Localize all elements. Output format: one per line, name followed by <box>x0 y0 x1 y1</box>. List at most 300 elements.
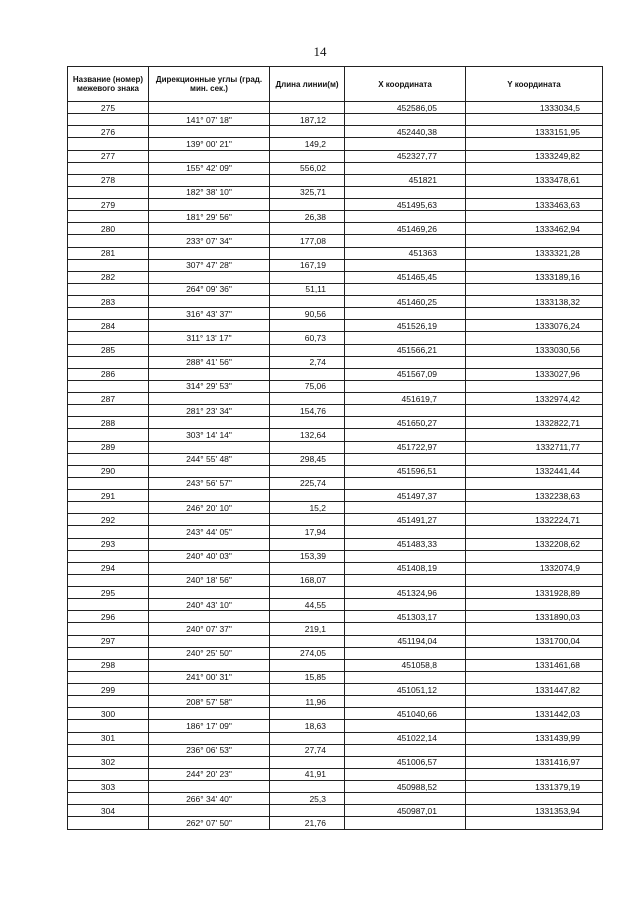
empty-cell <box>68 235 149 247</box>
empty-cell <box>68 817 149 829</box>
line-length: 26,38 <box>270 211 345 223</box>
y-coordinate: 1331700,04 <box>466 635 603 647</box>
direction-angle: 240° 40' 03" <box>149 550 270 562</box>
empty-cell <box>345 720 466 732</box>
empty-cell <box>149 320 270 332</box>
point-name: 294 <box>68 562 149 574</box>
empty-cell <box>68 502 149 514</box>
table-row-point <box>68 684 603 696</box>
empty-cell <box>270 684 345 696</box>
table-row-segment <box>68 623 603 635</box>
x-coordinate: 451022,14 <box>345 732 466 744</box>
empty-cell <box>68 550 149 562</box>
empty-cell <box>466 647 603 659</box>
point-name: 281 <box>68 247 149 259</box>
point-name: 302 <box>68 756 149 768</box>
table-row-point <box>68 441 603 453</box>
table-row-segment <box>68 550 603 562</box>
empty-cell <box>466 259 603 271</box>
empty-cell <box>345 696 466 708</box>
empty-cell <box>345 599 466 611</box>
empty-cell <box>466 477 603 489</box>
column-header-x: X координата <box>345 67 466 102</box>
empty-cell <box>149 199 270 211</box>
direction-angle: 186° 17' 09" <box>149 720 270 732</box>
empty-cell <box>466 744 603 756</box>
y-coordinate: 1331353,94 <box>466 805 603 817</box>
empty-cell <box>149 441 270 453</box>
empty-cell <box>466 793 603 805</box>
empty-cell <box>149 150 270 162</box>
direction-angle: 288° 41' 56" <box>149 356 270 368</box>
y-coordinate: 1331461,68 <box>466 659 603 671</box>
empty-cell <box>270 296 345 308</box>
empty-cell <box>270 247 345 259</box>
point-name: 290 <box>68 465 149 477</box>
direction-angle: 236° 06' 53" <box>149 744 270 756</box>
empty-cell <box>149 684 270 696</box>
y-coordinate: 1332074,9 <box>466 562 603 574</box>
y-coordinate: 1331416,97 <box>466 756 603 768</box>
point-name: 289 <box>68 441 149 453</box>
y-coordinate: 1332238,63 <box>466 490 603 502</box>
empty-cell <box>149 587 270 599</box>
x-coordinate: 450988,52 <box>345 781 466 793</box>
empty-cell <box>68 356 149 368</box>
x-coordinate: 451483,33 <box>345 538 466 550</box>
direction-angle: 266° 34' 40" <box>149 793 270 805</box>
direction-angle: 240° 07' 37" <box>149 623 270 635</box>
x-coordinate: 451722,97 <box>345 441 466 453</box>
empty-cell <box>270 320 345 332</box>
empty-cell <box>68 332 149 344</box>
point-name: 293 <box>68 538 149 550</box>
table-body <box>68 102 603 830</box>
empty-cell <box>270 174 345 186</box>
empty-cell <box>466 114 603 126</box>
empty-cell <box>68 429 149 441</box>
empty-cell <box>345 380 466 392</box>
table-row-point <box>68 708 603 720</box>
empty-cell <box>466 574 603 586</box>
direction-angle: 181° 29' 56" <box>149 211 270 223</box>
line-length: 132,64 <box>270 429 345 441</box>
empty-cell <box>149 174 270 186</box>
table-row-point <box>68 296 603 308</box>
point-name: 296 <box>68 611 149 623</box>
table-row-point <box>68 174 603 186</box>
direction-angle: 303° 14' 14" <box>149 429 270 441</box>
table-row-point <box>68 126 603 138</box>
empty-cell <box>345 550 466 562</box>
empty-cell <box>149 126 270 138</box>
empty-cell <box>270 417 345 429</box>
empty-cell <box>345 405 466 417</box>
x-coordinate: 451650,27 <box>345 417 466 429</box>
empty-cell <box>270 368 345 380</box>
empty-cell <box>149 368 270 380</box>
empty-cell <box>149 393 270 405</box>
empty-cell <box>270 538 345 550</box>
point-name: 282 <box>68 271 149 283</box>
table-row-segment <box>68 526 603 538</box>
empty-cell <box>149 296 270 308</box>
table-row-segment <box>68 453 603 465</box>
table-row-segment <box>68 332 603 344</box>
empty-cell <box>345 623 466 635</box>
line-length: 17,94 <box>270 526 345 538</box>
x-coordinate: 451363 <box>345 247 466 259</box>
empty-cell <box>270 756 345 768</box>
y-coordinate: 1333249,82 <box>466 150 603 162</box>
empty-cell <box>270 562 345 574</box>
point-name: 288 <box>68 417 149 429</box>
direction-angle: 240° 43' 10" <box>149 599 270 611</box>
empty-cell <box>68 768 149 780</box>
table-row-segment <box>68 696 603 708</box>
table-row-point <box>68 635 603 647</box>
y-coordinate: 1331379,19 <box>466 781 603 793</box>
empty-cell <box>466 235 603 247</box>
empty-cell <box>345 793 466 805</box>
empty-cell <box>345 211 466 223</box>
empty-cell <box>68 453 149 465</box>
table-row-segment <box>68 356 603 368</box>
direction-angle: 182° 38' 10" <box>149 186 270 198</box>
empty-cell <box>270 635 345 647</box>
direction-angle: 244° 55' 48" <box>149 453 270 465</box>
direction-angle: 139° 00' 21" <box>149 138 270 150</box>
y-coordinate: 1332441,44 <box>466 465 603 477</box>
empty-cell <box>345 259 466 271</box>
boundary-points-table <box>67 66 603 830</box>
empty-cell <box>466 671 603 683</box>
line-length: 90,56 <box>270 308 345 320</box>
table-row-segment <box>68 114 603 126</box>
table-row-segment <box>68 793 603 805</box>
empty-cell <box>466 768 603 780</box>
direction-angle: 241° 00' 31" <box>149 671 270 683</box>
line-length: 274,05 <box>270 647 345 659</box>
x-coordinate: 451596,51 <box>345 465 466 477</box>
empty-cell <box>270 708 345 720</box>
empty-cell <box>149 635 270 647</box>
empty-cell <box>149 271 270 283</box>
empty-cell <box>68 380 149 392</box>
empty-cell <box>345 574 466 586</box>
table-row-point <box>68 271 603 283</box>
empty-cell <box>466 696 603 708</box>
point-name: 291 <box>68 490 149 502</box>
table-row-segment <box>68 283 603 295</box>
point-name: 292 <box>68 514 149 526</box>
y-coordinate: 1333189,16 <box>466 271 603 283</box>
table-row-segment <box>68 162 603 174</box>
y-coordinate: 1333027,96 <box>466 368 603 380</box>
empty-cell <box>345 526 466 538</box>
empty-cell <box>345 817 466 829</box>
x-coordinate: 451526,19 <box>345 320 466 332</box>
y-coordinate: 1332822,71 <box>466 417 603 429</box>
point-name: 304 <box>68 805 149 817</box>
empty-cell <box>270 732 345 744</box>
empty-cell <box>345 186 466 198</box>
y-coordinate: 1331439,99 <box>466 732 603 744</box>
empty-cell <box>149 465 270 477</box>
direction-angle: 243° 56' 57" <box>149 477 270 489</box>
column-header-angle: Дирекционные углы (град. мин. сек.) <box>149 67 270 102</box>
x-coordinate: 451460,25 <box>345 296 466 308</box>
point-name: 278 <box>68 174 149 186</box>
line-length: 15,85 <box>270 671 345 683</box>
y-coordinate: 1333478,61 <box>466 174 603 186</box>
table-row-segment <box>68 502 603 514</box>
y-coordinate: 1333034,5 <box>466 102 603 114</box>
empty-cell <box>149 490 270 502</box>
direction-angle: 208° 57' 58" <box>149 696 270 708</box>
y-coordinate: 1332711,77 <box>466 441 603 453</box>
empty-cell <box>68 526 149 538</box>
empty-cell <box>149 756 270 768</box>
empty-cell <box>345 429 466 441</box>
direction-angle: 233° 07' 34" <box>149 235 270 247</box>
column-header-y: Y координата <box>466 67 603 102</box>
empty-cell <box>345 235 466 247</box>
empty-cell <box>345 671 466 683</box>
empty-cell <box>68 259 149 271</box>
empty-cell <box>149 344 270 356</box>
table-row-segment <box>68 720 603 732</box>
empty-cell <box>345 308 466 320</box>
table-row-point <box>68 538 603 550</box>
empty-cell <box>345 453 466 465</box>
table-row-point <box>68 659 603 671</box>
column-header-name: Название (номер) межевого знака <box>68 67 149 102</box>
direction-angle: 240° 18' 56" <box>149 574 270 586</box>
empty-cell <box>68 405 149 417</box>
empty-cell <box>466 502 603 514</box>
empty-cell <box>345 114 466 126</box>
empty-cell <box>68 211 149 223</box>
x-coordinate: 451194,04 <box>345 635 466 647</box>
line-length: 325,71 <box>270 186 345 198</box>
table-row-segment <box>68 308 603 320</box>
line-length: 51,11 <box>270 283 345 295</box>
table-row-point <box>68 320 603 332</box>
x-coordinate: 451491,27 <box>345 514 466 526</box>
empty-cell <box>466 380 603 392</box>
y-coordinate: 1333076,24 <box>466 320 603 332</box>
empty-cell <box>149 247 270 259</box>
empty-cell <box>149 805 270 817</box>
line-length: 15,2 <box>270 502 345 514</box>
empty-cell <box>270 223 345 235</box>
empty-cell <box>466 138 603 150</box>
empty-cell <box>149 223 270 235</box>
empty-cell <box>270 150 345 162</box>
table-row-point <box>68 781 603 793</box>
empty-cell <box>149 732 270 744</box>
table-row-segment <box>68 429 603 441</box>
empty-cell <box>68 477 149 489</box>
table-row-point <box>68 514 603 526</box>
x-coordinate: 451051,12 <box>345 684 466 696</box>
table-row-point <box>68 490 603 502</box>
empty-cell <box>466 405 603 417</box>
table-row-point <box>68 465 603 477</box>
point-name: 275 <box>68 102 149 114</box>
point-name: 297 <box>68 635 149 647</box>
y-coordinate: 1332208,62 <box>466 538 603 550</box>
table-row-segment <box>68 671 603 683</box>
point-name: 303 <box>68 781 149 793</box>
empty-cell <box>466 817 603 829</box>
table-row-point <box>68 102 603 114</box>
empty-cell <box>270 490 345 502</box>
x-coordinate: 452327,77 <box>345 150 466 162</box>
empty-cell <box>345 356 466 368</box>
line-length: 153,39 <box>270 550 345 562</box>
x-coordinate: 451821 <box>345 174 466 186</box>
empty-cell <box>68 599 149 611</box>
table-row-segment <box>68 744 603 756</box>
y-coordinate: 1333463,63 <box>466 199 603 211</box>
empty-cell <box>466 599 603 611</box>
table-header-row <box>68 67 603 102</box>
empty-cell <box>466 526 603 538</box>
table-row-segment <box>68 259 603 271</box>
line-length: 60,73 <box>270 332 345 344</box>
empty-cell <box>270 441 345 453</box>
x-coordinate: 451619,7 <box>345 393 466 405</box>
line-length: 225,74 <box>270 477 345 489</box>
empty-cell <box>270 659 345 671</box>
line-length: 11,96 <box>270 696 345 708</box>
x-coordinate: 451469,26 <box>345 223 466 235</box>
empty-cell <box>345 283 466 295</box>
empty-cell <box>466 186 603 198</box>
empty-cell <box>345 647 466 659</box>
direction-angle: 262° 07' 50" <box>149 817 270 829</box>
line-length: 75,06 <box>270 380 345 392</box>
table-row-segment <box>68 477 603 489</box>
table-row-segment <box>68 405 603 417</box>
x-coordinate: 451495,63 <box>345 199 466 211</box>
point-name: 276 <box>68 126 149 138</box>
y-coordinate: 1331447,82 <box>466 684 603 696</box>
empty-cell <box>149 102 270 114</box>
point-name: 295 <box>68 587 149 599</box>
point-name: 287 <box>68 393 149 405</box>
y-coordinate: 1333151,95 <box>466 126 603 138</box>
empty-cell <box>345 502 466 514</box>
line-length: 219,1 <box>270 623 345 635</box>
empty-cell <box>68 574 149 586</box>
table-row-point <box>68 562 603 574</box>
empty-cell <box>270 199 345 211</box>
table-row-segment <box>68 574 603 586</box>
direction-angle: 281° 23' 34" <box>149 405 270 417</box>
empty-cell <box>149 514 270 526</box>
empty-cell <box>68 744 149 756</box>
empty-cell <box>149 708 270 720</box>
table-row-point <box>68 199 603 211</box>
table-row-segment <box>68 817 603 829</box>
empty-cell <box>149 417 270 429</box>
empty-cell <box>149 562 270 574</box>
table-row-segment <box>68 768 603 780</box>
empty-cell <box>270 611 345 623</box>
x-coordinate: 451408,19 <box>345 562 466 574</box>
direction-angle: 243° 44' 05" <box>149 526 270 538</box>
table-row-point <box>68 223 603 235</box>
x-coordinate: 451040,66 <box>345 708 466 720</box>
table-row-segment <box>68 186 603 198</box>
empty-cell <box>270 514 345 526</box>
line-length: 556,02 <box>270 162 345 174</box>
empty-cell <box>68 647 149 659</box>
empty-cell <box>68 138 149 150</box>
line-length: 298,45 <box>270 453 345 465</box>
empty-cell <box>466 429 603 441</box>
empty-cell <box>466 623 603 635</box>
y-coordinate: 1333462,94 <box>466 223 603 235</box>
point-name: 301 <box>68 732 149 744</box>
direction-angle: 141° 07' 18" <box>149 114 270 126</box>
table-row-segment <box>68 647 603 659</box>
line-length: 2,74 <box>270 356 345 368</box>
table-row-segment <box>68 211 603 223</box>
point-name: 283 <box>68 296 149 308</box>
empty-cell <box>466 356 603 368</box>
direction-angle: 240° 25' 50" <box>149 647 270 659</box>
line-length: 154,76 <box>270 405 345 417</box>
empty-cell <box>149 538 270 550</box>
empty-cell <box>68 696 149 708</box>
empty-cell <box>466 453 603 465</box>
y-coordinate: 1332974,42 <box>466 393 603 405</box>
table-row-segment <box>68 380 603 392</box>
x-coordinate: 450987,01 <box>345 805 466 817</box>
empty-cell <box>149 659 270 671</box>
x-coordinate: 451567,09 <box>345 368 466 380</box>
empty-cell <box>345 477 466 489</box>
empty-cell <box>270 587 345 599</box>
x-coordinate: 451566,21 <box>345 344 466 356</box>
empty-cell <box>270 465 345 477</box>
empty-cell <box>68 793 149 805</box>
direction-angle: 314° 29' 53" <box>149 380 270 392</box>
empty-cell <box>466 211 603 223</box>
point-name: 300 <box>68 708 149 720</box>
y-coordinate: 1333321,28 <box>466 247 603 259</box>
table-row-point <box>68 150 603 162</box>
empty-cell <box>466 162 603 174</box>
table-row-point <box>68 247 603 259</box>
point-name: 284 <box>68 320 149 332</box>
table-row-point <box>68 805 603 817</box>
empty-cell <box>68 283 149 295</box>
direction-angle: 264° 09' 36" <box>149 283 270 295</box>
point-name: 285 <box>68 344 149 356</box>
empty-cell <box>270 271 345 283</box>
empty-cell <box>270 344 345 356</box>
table-row-point <box>68 756 603 768</box>
empty-cell <box>466 308 603 320</box>
x-coordinate: 452440,38 <box>345 126 466 138</box>
empty-cell <box>345 162 466 174</box>
line-length: 149,2 <box>270 138 345 150</box>
